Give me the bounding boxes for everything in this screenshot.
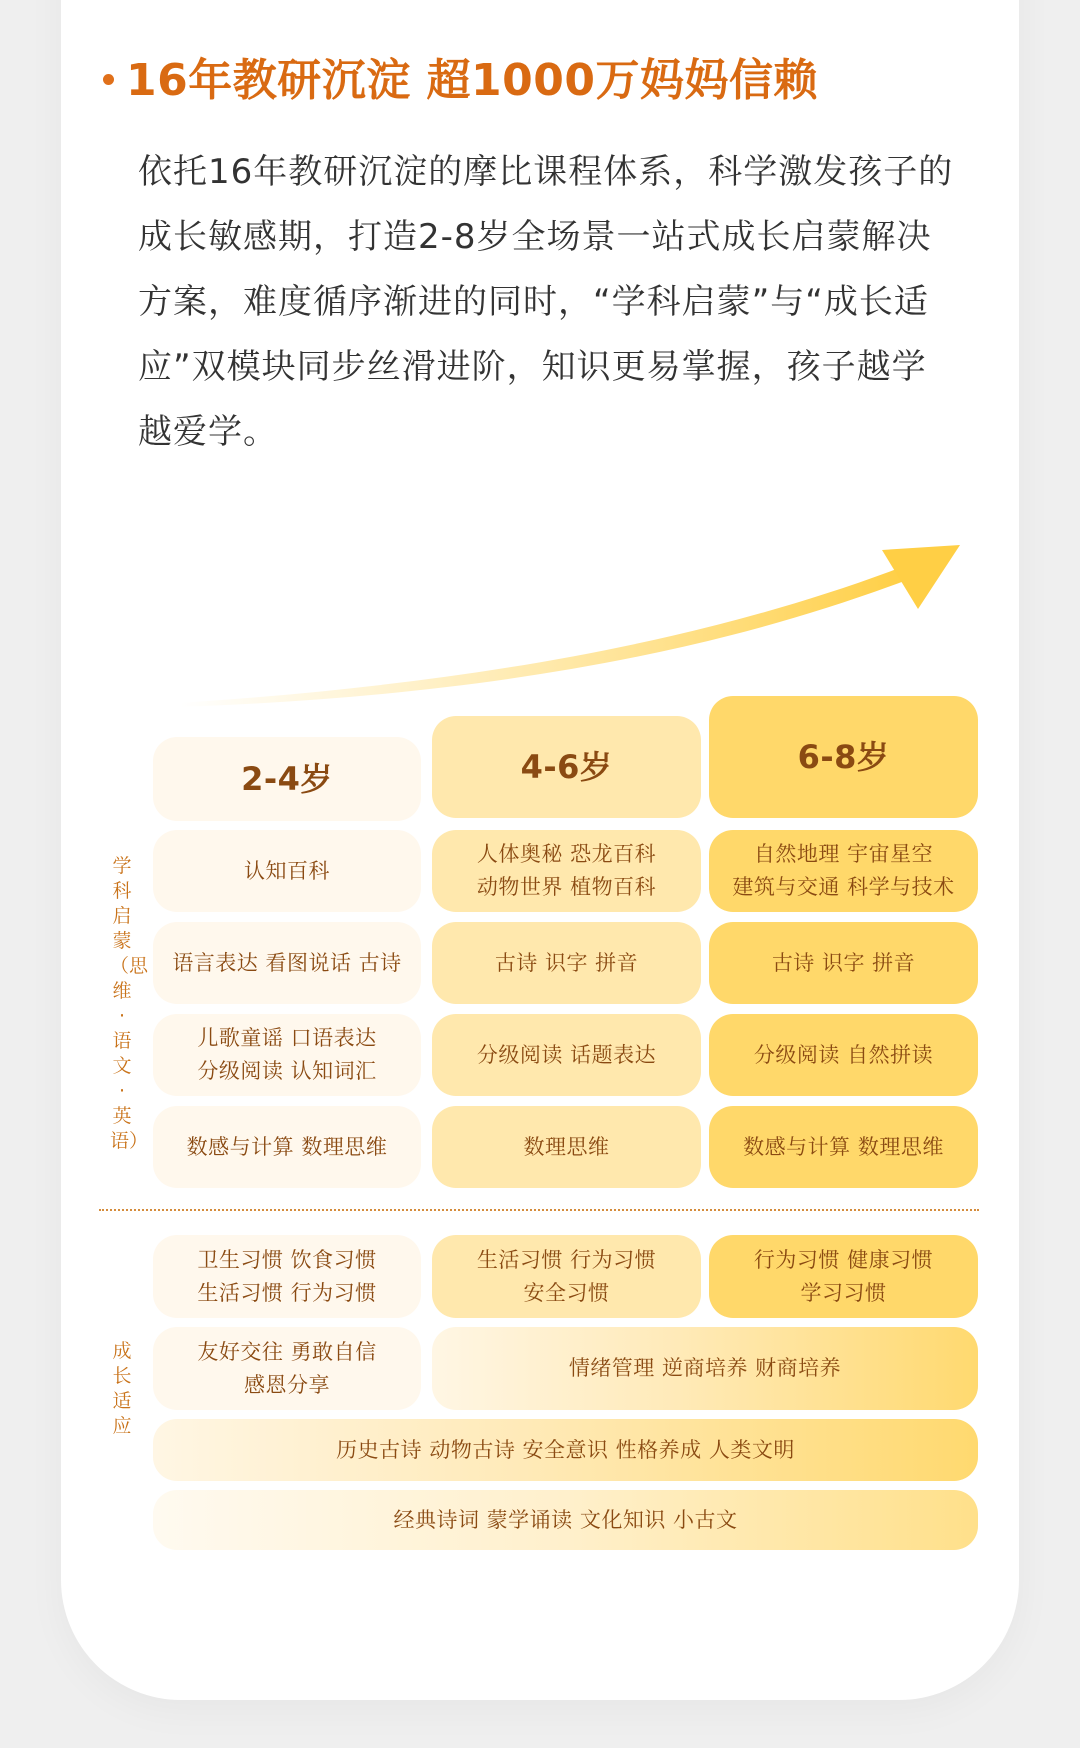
- growth-habits-4-6: 生活习惯 行为习惯 安全习惯: [432, 1235, 701, 1318]
- subject-cell-r2-c1: 语言表达 看图说话 古诗: [153, 922, 421, 1004]
- subject-cell-r1-c1: 认知百科: [153, 830, 421, 912]
- subject-section-label: 学科启蒙（思维·语文·英语）: [110, 855, 149, 1152]
- subject-cell-r3-c3: 分级阅读 自然拼读: [709, 1014, 978, 1096]
- subject-cell-r3-c2: 分级阅读 话题表达: [432, 1014, 701, 1096]
- age-header-6-8: 6-8岁: [709, 696, 978, 818]
- subject-cell-r2-c3: 古诗 识字 拼音: [709, 922, 978, 1004]
- age-header-2-4: 2-4岁: [153, 737, 421, 821]
- subject-cell-r1-c2: 人体奥秘 恐龙百科 动物世界 植物百科: [432, 830, 701, 912]
- growth-wide-row-2: 经典诗词 蒙学诵读 文化知识 小古文: [153, 1490, 978, 1550]
- section-divider: [99, 1209, 979, 1211]
- subject-cell-r4-c1: 数感与计算 数理思维: [153, 1106, 421, 1188]
- growth-habits-2-4: 卫生习惯 饮食习惯 生活习惯 行为习惯: [153, 1235, 421, 1318]
- subject-cell-r3-c1: 儿歌童谣 口语表达 分级阅读 认知词汇: [153, 1014, 421, 1096]
- subject-cell-r4-c2: 数理思维: [432, 1106, 701, 1188]
- growth-habits-6-8: 行为习惯 健康习惯 学习习惯: [709, 1235, 978, 1318]
- growth-wide-row-1: 历史古诗 动物古诗 安全意识 性格养成 人类文明: [153, 1419, 978, 1481]
- section-heading: [103, 46, 818, 106]
- growth-emotion-4-8: 情绪管理 逆商培养 财商培养: [432, 1327, 978, 1410]
- heading-title: 16年教研沉淀 超1000万妈妈信赖: [126, 55, 819, 106]
- growth-section-label: 成长适应: [112, 1340, 132, 1437]
- age-header-4-6: 4-6岁: [432, 716, 701, 818]
- subject-cell-r2-c2: 古诗 识字 拼音: [432, 922, 701, 1004]
- bullet-dot: [103, 74, 114, 85]
- subject-cell-r1-c3: 自然地理 宇宙星空 建筑与交通 科学与技术: [709, 830, 978, 912]
- intro-paragraph: 依托16年教研沉淀的摩比课程体系，科学激发孩子的成长敏感期，打造2-8岁全场景一站式成长启蒙解决方案，难度循序渐进的同时，“学科启蒙”与“成长适应”双模块同步丝滑进阶，知识更易掌握，孩子越学越爱学。: [138, 152, 954, 452]
- growth-arrow-icon: [170, 535, 970, 715]
- subject-cell-r4-c3: 数感与计算 数理思维: [709, 1106, 978, 1188]
- growth-social-2-4: 友好交往 勇敢自信 感恩分享: [153, 1327, 421, 1410]
